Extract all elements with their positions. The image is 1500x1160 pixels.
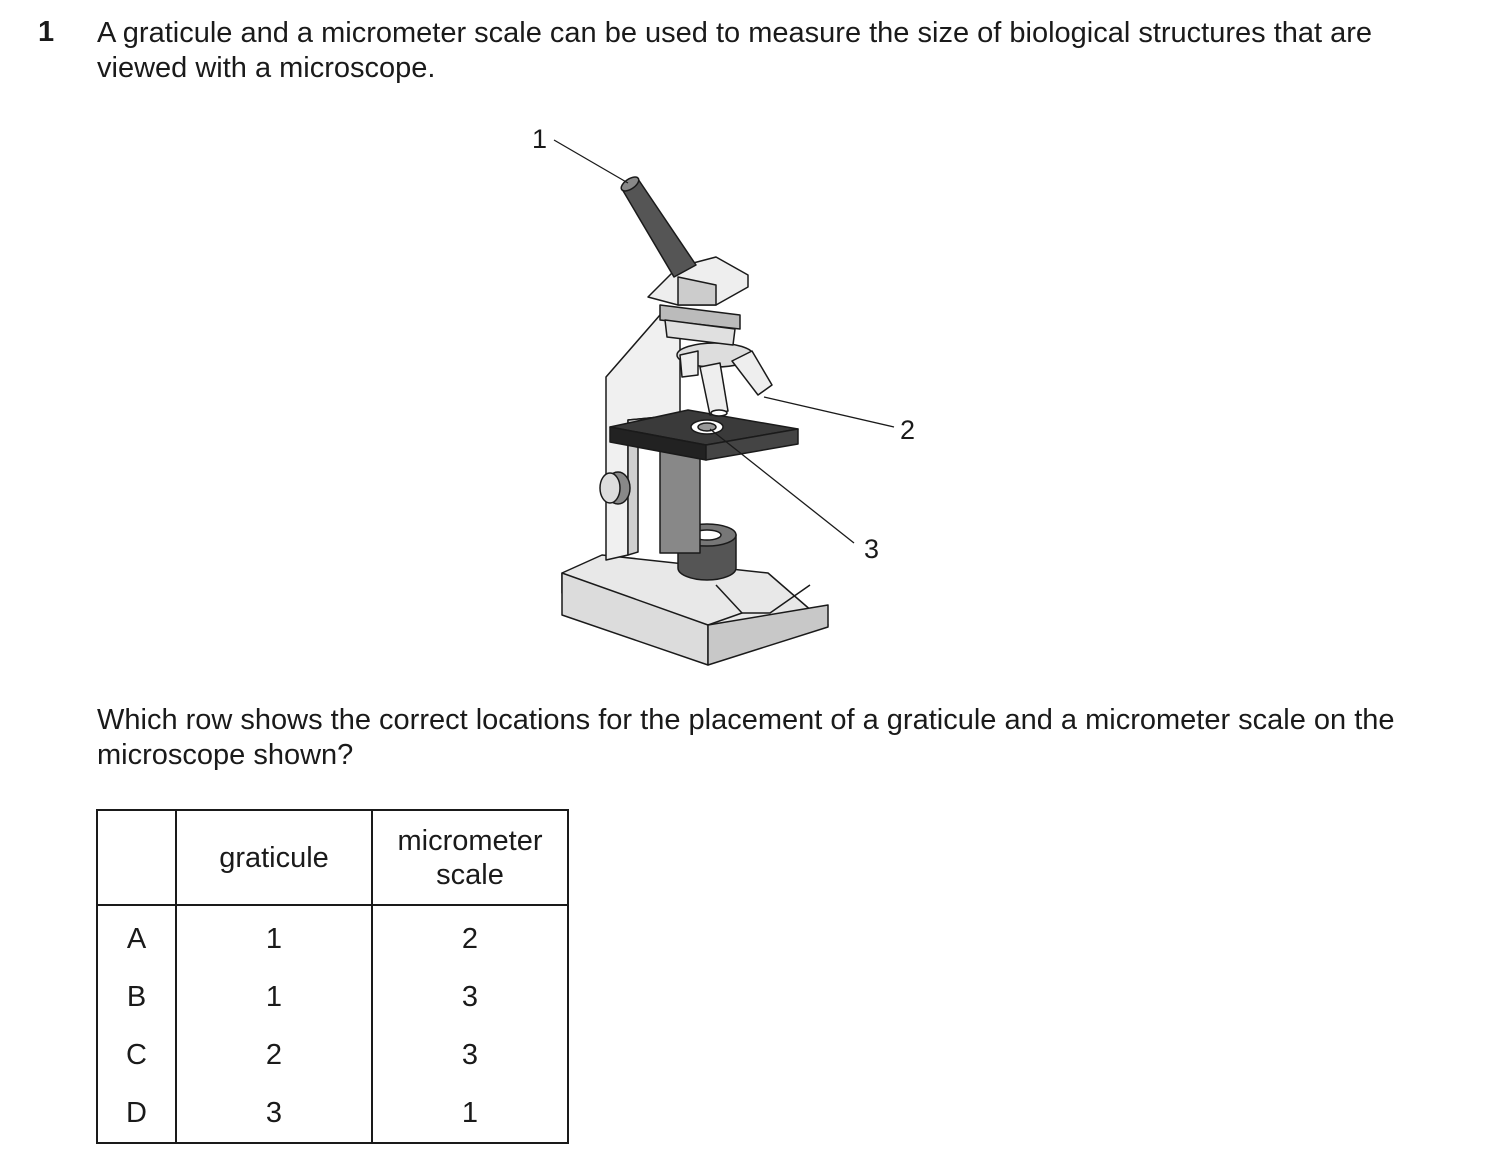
- header-micrometer-line2: scale: [436, 858, 504, 891]
- row-graticule: 2: [176, 1026, 372, 1084]
- row-graticule: 1: [176, 968, 372, 1026]
- label-1: 1: [532, 124, 548, 154]
- focus-knob: [600, 472, 630, 504]
- table-row: [97, 905, 568, 968]
- table-row: [97, 1026, 568, 1084]
- header-graticule: graticule: [176, 810, 372, 905]
- objectives: [677, 343, 772, 416]
- question-number: 1: [38, 16, 55, 48]
- row-letter: D: [97, 1084, 176, 1143]
- table-row: [97, 968, 568, 1026]
- row-micrometer: 3: [372, 1026, 568, 1084]
- header-micrometer: [372, 810, 568, 905]
- question-intro: A graticule and a micrometer scale can be used to measure the size of biological structures that are viewed with a microscope.: [97, 17, 1373, 84]
- row-graticule: 1: [176, 905, 372, 968]
- row-letter: B: [97, 968, 176, 1026]
- row-micrometer: 1: [372, 1084, 568, 1143]
- row-micrometer: 3: [372, 968, 568, 1026]
- row-micrometer: 2: [372, 905, 568, 968]
- question-prompt: Which row shows the correct locations for the placement of a graticule and a micrometer scale on the microscope shown?: [97, 704, 1395, 771]
- row-letter: A: [97, 905, 176, 968]
- label-2: 2: [900, 415, 916, 445]
- table-row: [97, 1084, 568, 1143]
- eyepiece: [619, 174, 696, 277]
- label-3: 3: [864, 534, 880, 564]
- microscope-diagram: [520, 115, 940, 675]
- answer-table: [96, 809, 569, 1144]
- header-micrometer-line1: micrometer: [397, 824, 543, 857]
- row-letter: C: [97, 1026, 176, 1084]
- table-header-row: [97, 810, 568, 905]
- row-graticule: 3: [176, 1084, 372, 1143]
- header-blank: [97, 810, 176, 905]
